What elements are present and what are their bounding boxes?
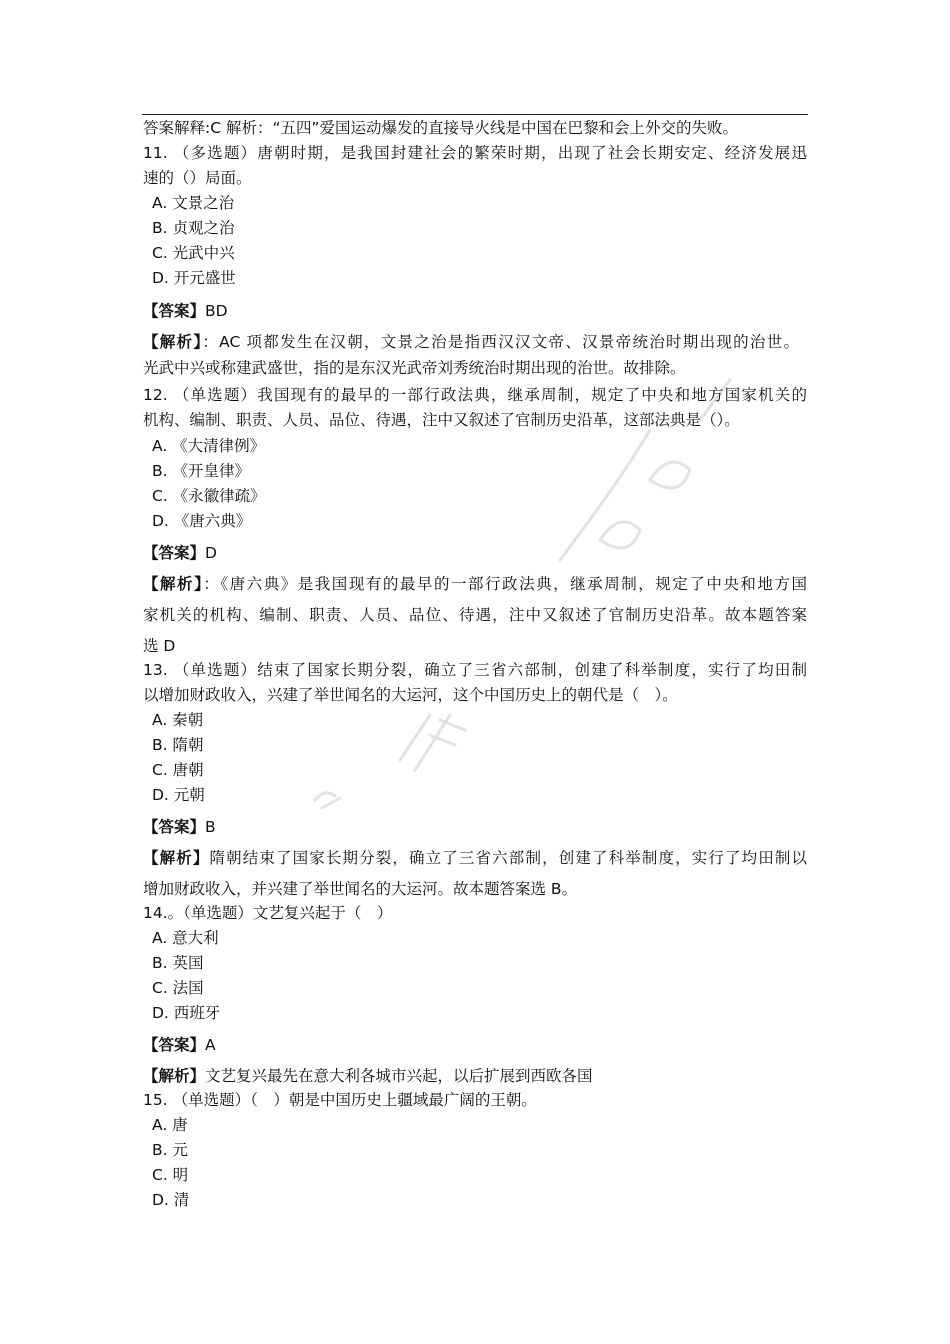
watermark-stroke [315,793,340,808]
analysis-label: 【解析】 [143,849,210,867]
analysis-text: 选 D [143,637,176,655]
answer [143,816,216,838]
analysis-label: 【解析】 [143,1067,206,1085]
analysis [143,573,807,595]
answer-value: D [205,544,217,562]
analysis-text: 增加财政收入，并兴建了举世闻名的大运河。故本题答案选 B。 [143,880,578,898]
option: C. 《永徽律疏》 [152,487,266,505]
analysis [143,1065,593,1087]
analysis-text: ：《唐六典》是我国现有的最早的一部行政法典，继承周制，规定了中央和地方国 [203,575,807,593]
answer [143,1034,216,1056]
analysis-text: ：AC 项都发生在汉朝，文景之治是指西汉汉文帝、汉景帝统治时期出现的治世。 [202,333,799,351]
intro-answer-explanation: 答案解释:C 解析：“五四”爱国运动爆发的直接导火线是中国在巴黎和会上外交的失败。 [143,119,739,137]
option: B. 贞观之治 [152,219,235,237]
answer [143,300,228,322]
answer-label: 【答案】 [143,544,206,562]
question-13-text: 13. （单选题）结束了国家长期分裂，确立了三省六部制，创建了科举制度，实行了均田制 [143,661,807,679]
question-15-text: 15. （单选题）（ ）朝是中国历史上疆域最广阔的王朝。 [143,1091,537,1109]
answer-value: A [205,1036,216,1054]
watermark-stroke [560,380,730,560]
analysis [143,847,807,869]
analysis-text: 隋朝结束了国家长期分裂，确立了三省六部制，创建了科举制度，实行了均田制以 [209,849,807,867]
analysis-label: 【解析】 [143,333,203,351]
question-12-text: 12. （单选题）我国现有的最早的一部行政法典，继承周制，规定了中央和地方国家机关的 [143,386,807,404]
answer-value: B [205,818,216,836]
option: B. 元 [152,1141,188,1159]
question-11-text: 速的（）局面。 [143,169,252,187]
option: D. 西班牙 [152,1004,221,1022]
option: A. 秦朝 [152,711,204,729]
option: B. 隋朝 [152,736,204,754]
question-14-text: 14.。（单选题）文艺复兴起于（ ） [143,904,393,922]
answer-label: 【答案】 [143,302,206,320]
analysis-label: 【解析】 [143,575,204,593]
analysis [143,331,799,353]
header-rule [142,114,808,115]
analysis-text: 光武中兴或称建武盛世，指的是东汉光武帝刘秀统治时期出现的治世。故排除。 [143,359,686,377]
option: A. 文景之治 [152,194,235,212]
option: B. 英国 [152,954,204,972]
option: C. 唐朝 [152,761,204,779]
option: D. 开元盛世 [152,269,236,287]
option: C. 法国 [152,979,204,997]
option: D. 清 [152,1191,190,1209]
answer-value: BD [205,302,228,320]
answer [143,542,217,564]
option: B. 《开皇律》 [152,462,250,480]
option: A. 《大清律例》 [152,437,266,455]
option: C. 明 [152,1166,189,1184]
answer-label: 【答案】 [143,818,206,836]
option: C. 光武中兴 [152,244,235,262]
answer-label: 【答案】 [143,1036,206,1054]
question-13-text: 以增加财政收入，兴建了举世闻名的大运河，这个中国历史上的朝代是（ ）。 [143,686,678,704]
option: A. 唐 [152,1116,188,1134]
watermark-stroke [400,715,465,770]
option: A. 意大利 [152,929,219,947]
analysis-text: 家机关的机构、编制、职责、人员、品位、待遇，注中又叙述了官制历史沿革。故本题答案 [143,606,807,624]
question-11-text: 11. （多选题）唐朝时期，是我国封建社会的繁荣时期，出现了社会长期安定、经济发展迅 [143,144,807,162]
question-12-text: 机构、编制、职责、人员、品位、待遇，注中又叙述了官制历史沿革，这部法典是（）。 [143,411,740,429]
option: D. 元朝 [152,786,205,804]
option: D. 《唐六典》 [152,512,252,530]
analysis-text: 文艺复兴最先在意大利各城市兴起，以后扩展到西欧各国 [205,1067,593,1085]
